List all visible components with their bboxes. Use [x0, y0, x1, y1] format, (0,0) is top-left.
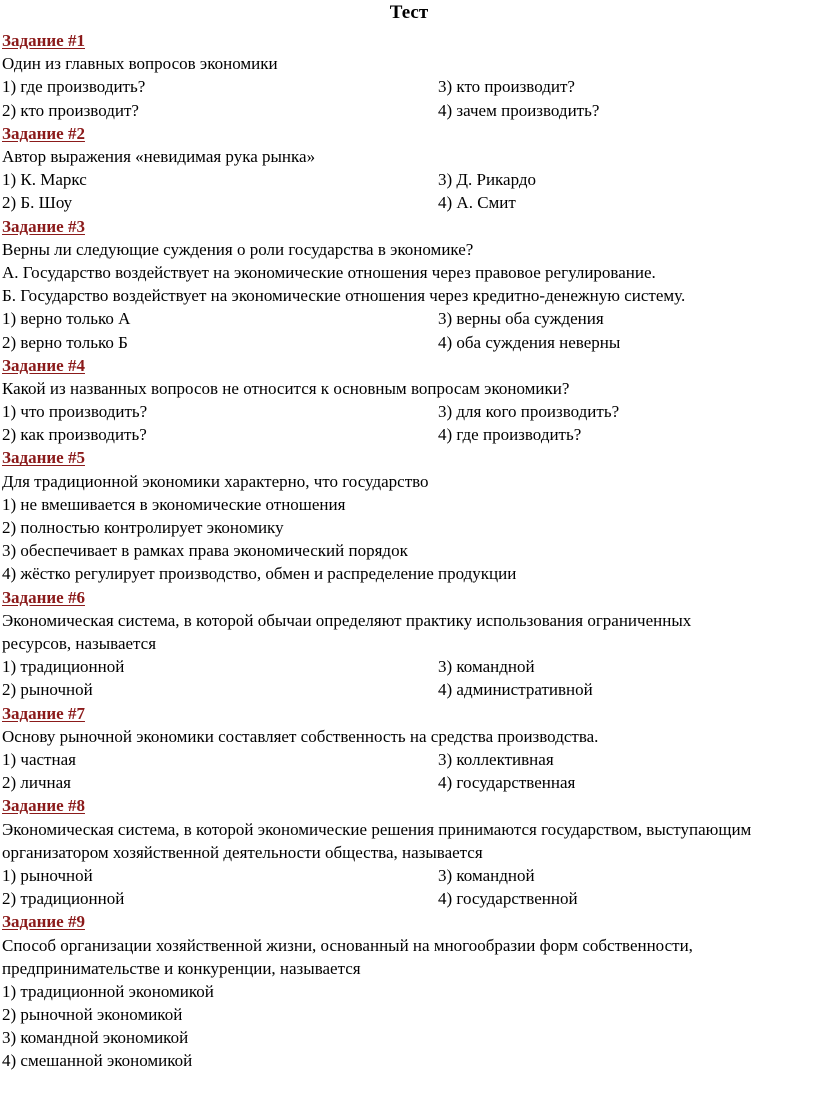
- answer-option: 3) для кого производить?: [438, 402, 620, 422]
- answer-option: 4) зачем производить?: [438, 100, 600, 120]
- task-8: [2, 794, 816, 910]
- answer-option: 4) оба суждения неверны: [438, 332, 621, 352]
- task-3: [2, 215, 816, 354]
- options-row: [2, 771, 816, 794]
- task-heading: Задание #3: [2, 216, 85, 236]
- answer-option: 1) верно только А: [2, 309, 131, 329]
- task-question: Экономическая система, в которой обычаи определяют практику использования ограниченных ресурсов, называется: [2, 610, 692, 653]
- answer-option: 4) где производить?: [438, 425, 582, 445]
- answer-option: 3) командной экономикой: [2, 1028, 189, 1048]
- answer-option: 1) рыночной: [2, 865, 93, 885]
- options-row: [2, 307, 816, 330]
- answer-option: 4) жёстко регулирует производство, обмен и распределение продукции: [2, 564, 517, 584]
- answer-option: 1) традиционной экономикой: [2, 981, 214, 1001]
- task-question: Один из главных вопросов экономики: [2, 54, 278, 74]
- options-row: [2, 748, 816, 771]
- task-heading: Задание #9: [2, 912, 85, 932]
- answer-option: 2) рыночной экономикой: [2, 1005, 183, 1025]
- task-2: [2, 122, 816, 215]
- task-question: Для традиционной экономики характерно, что государство: [2, 471, 429, 491]
- answer-option: 2) верно только Б: [2, 332, 128, 352]
- task-statement-a: А. Государство воздействует на экономические отношения через правовое регулирование.: [2, 262, 656, 282]
- answer-option: 4) государственной: [438, 889, 578, 909]
- answer-option: 3) Д. Рикардо: [438, 170, 537, 190]
- answer-option: 3) коллективная: [438, 749, 554, 769]
- task-question: Экономическая система, в которой экономические решения принимаются государством, выступающим организатором хозяйственной деятельности общества, называется: [2, 819, 752, 862]
- task-5: [2, 446, 816, 585]
- answer-option: 2) Б. Шоу: [2, 193, 73, 213]
- task-6: [2, 586, 816, 702]
- task-heading: Задание #8: [2, 796, 85, 816]
- answer-option: 2) традиционной: [2, 889, 125, 909]
- answer-option: 2) рыночной: [2, 680, 93, 700]
- task-heading: Задание #4: [2, 355, 85, 375]
- answer-option: 1) традиционной: [2, 657, 125, 677]
- task-4: [2, 354, 816, 447]
- task-question: Способ организации хозяйственной жизни, основанный на многообразии форм собственности, предпринимательстве и конкуренции, называется: [2, 935, 693, 978]
- answer-option: 3) командной: [438, 657, 535, 677]
- answer-option: 1) частная: [2, 749, 76, 769]
- task-heading: Задание #5: [2, 448, 85, 468]
- options-row: [2, 331, 816, 354]
- answer-option: 2) полностью контролирует экономику: [2, 518, 284, 538]
- answer-option: 3) кто производит?: [438, 77, 575, 97]
- answer-option: 2) как производить?: [2, 425, 147, 445]
- task-heading: Задание #1: [2, 31, 85, 50]
- task-question: Какой из названных вопросов не относится к основным вопросам экономики?: [2, 378, 570, 398]
- answer-option: 4) А. Смит: [438, 193, 516, 213]
- options-row: [2, 655, 816, 678]
- answer-option: 4) административной: [438, 680, 593, 700]
- options-row: [2, 168, 816, 191]
- options-row: [2, 423, 816, 446]
- task-statement-b: Б. Государство воздействует на экономические отношения через кредитно-денежную систему.: [2, 286, 686, 306]
- task-1: [2, 29, 816, 122]
- answer-option: 4) государственная: [438, 773, 576, 793]
- options-row: [2, 400, 816, 423]
- answer-option: 1) не вмешивается в экономические отношения: [2, 494, 346, 514]
- options-row: [2, 864, 816, 887]
- task-7: [2, 702, 816, 795]
- answer-option: 3) верны оба суждения: [438, 309, 604, 329]
- answer-option: 1) К. Маркс: [2, 170, 87, 190]
- answer-option: 3) командной: [438, 865, 535, 885]
- task-heading: Задание #6: [2, 587, 85, 607]
- answer-option: 4) смешанной экономикой: [2, 1051, 193, 1071]
- options-row: [2, 99, 816, 122]
- task-question: Основу рыночной экономики составляет собственность на средства производства.: [2, 726, 599, 746]
- task-heading: Задание #2: [2, 123, 85, 143]
- task-question: Автор выражения «невидимая рука рынка»: [2, 146, 316, 166]
- task-heading: Задание #7: [2, 703, 85, 723]
- page-title: Тест: [389, 2, 429, 23]
- options-row: [2, 75, 816, 98]
- options-row: [2, 191, 816, 214]
- answer-option: 3) обеспечивает в рамках права экономический порядок: [2, 541, 408, 561]
- options-row: [2, 887, 816, 910]
- options-row: [2, 678, 816, 701]
- task-9: [2, 910, 816, 1072]
- task-question: Верны ли следующие суждения о роли государства в экономике?: [2, 239, 474, 259]
- answer-option: 2) личная: [2, 773, 72, 793]
- answer-option: 1) где производить?: [2, 77, 146, 97]
- answer-option: 1) что производить?: [2, 402, 148, 422]
- answer-option: 2) кто производит?: [2, 100, 139, 120]
